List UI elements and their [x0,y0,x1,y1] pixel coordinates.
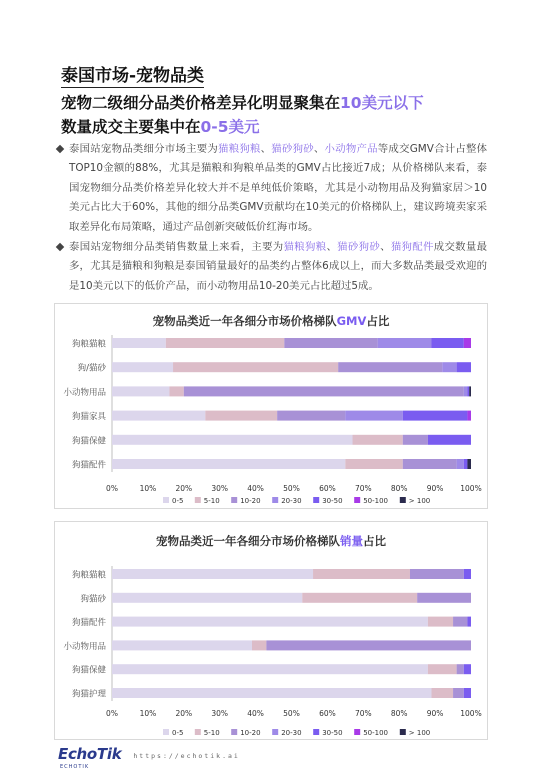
legend-label: 30-50 [322,729,343,737]
x-tick-label: 80% [390,484,408,493]
legend-swatch [231,497,237,503]
bar-segment-20-30 [345,411,402,421]
bullet-sep: 、 [326,241,338,254]
bar-segment-30-50 [464,664,471,674]
x-tick-label: 30% [211,484,229,493]
bar-segment-10-20 [410,569,464,579]
legend-label: 20-30 [281,497,302,505]
legend-label: 5-10 [203,729,220,737]
section-subtitle [61,91,481,139]
footer-url[interactable]: https://echotik.ai [133,752,240,760]
category-label: 狗/猫砂 [77,363,106,374]
x-tick-label: 100% [460,484,482,493]
legend-label: 30-50 [322,497,343,505]
bar-segment-5-10 [169,386,183,396]
bar-segment-0-5 [112,362,173,372]
bar-segment-0-5 [112,386,169,396]
bar-segment-10-20 [457,664,464,674]
bullet-text: 等成交GMV合计占整体TOP10金额的88%，尤其是猫粮和狗粮单品类的GMV占比接近7成；从价格梯队来看，泰国宠物细分品类价格差异化较大并不是单纯低价策略，尤其是小动物用品及狗猫家居＞10美元占比大于60%，其他的细分品类GMV贡献均在10美元的价格梯队上，建议跨境卖家采取差异化布局策略，通过产品创新突破低价红海市场。 [69,143,488,233]
bar-segment-30-50 [432,338,464,348]
category-label: 狗猫砂 [80,594,106,605]
bar-segment-5-10 [166,338,284,348]
legend-swatch [272,729,278,735]
x-tick-label: 30% [211,709,229,718]
x-tick-label: 0% [106,484,118,493]
subtitle-text-1: 宠物二级细分品类价格差异化明显聚集在 [61,94,341,112]
bar-segment-5-10 [173,362,338,372]
legend-swatch [313,497,319,503]
x-tick-label: 50% [283,709,300,718]
bar-segment-5-10 [428,664,457,674]
bar-segment-10-20 [417,593,471,603]
bullet-text: 成交数量最多，尤其是猫粮和狗粮是泰国销量最好的品类约占整体6成以上，而大多数品类最受欢迎的是10美元以下的低价产品，而小动物用品10-20美元占比超过5成。 [69,241,488,292]
x-tick-label: 20% [175,709,193,718]
bullet-sep: 、 [313,143,325,155]
bar-segment-10-20 [284,338,377,348]
bar-segment-10-20 [453,617,467,627]
x-tick-label: 60% [319,709,336,718]
subtitle-text-2: 数量成交主要集中在 [61,118,201,136]
x-tick-label: 80% [390,709,408,718]
subtitle-highlight-2: 0-5美元 [200,118,260,136]
bar-segment-10-20 [403,459,457,469]
bar-segment-10-20 [277,411,345,421]
bar-segment-0-5 [112,435,353,445]
category-label: 狗粮猫粮 [71,339,106,350]
bar-segment-30-50 [428,435,471,445]
bar-segment-5-10 [345,459,402,469]
bar-segment-0-5 [112,664,428,674]
legend-swatch [313,729,319,735]
x-tick-label: 90% [426,484,444,493]
chart-title [156,534,386,548]
category-label: 狗猫配件 [71,618,106,629]
category-label: 狗猫家具 [71,412,106,423]
bar-segment-30-50 [467,386,469,396]
legend-label: 50-100 [363,497,388,505]
chart-title-text: 宠物品类近一年各细分市场价格梯队 [152,314,337,328]
x-tick-label: 50% [283,484,300,493]
legend-swatch [272,497,278,503]
legend-label: > 100 [408,729,431,737]
bar-segment-20-30 [457,459,464,469]
echotik-logo: EchoTik [58,745,122,763]
category-label: 小动物用品 [63,387,106,398]
bullet-text: 泰国站宠物细分品类销售数量上来看，主要为 [69,241,284,254]
bullet-highlight: 猫砂狗砂 [271,143,314,155]
chart-title-text: 宠物品类近一年各细分市场价格梯队 [156,534,340,548]
legend-label: 20-30 [281,729,302,737]
footer [58,745,240,770]
legend-label: 10-20 [240,497,261,505]
bar-segment-5-10 [353,435,403,445]
legend-swatch [354,729,360,735]
legend-label: > 100 [408,497,431,505]
legend-label: 5-10 [203,497,220,505]
bar-segment-5-10 [205,411,277,421]
bar-segment-20-30 [464,386,468,396]
x-tick-label: 10% [139,484,157,493]
x-tick-label: 100% [460,709,482,718]
bar-segment-30-50 [467,617,471,627]
bullet-highlight: 猫粮狗粮 [218,143,261,155]
legend-swatch [354,497,360,503]
legend-swatch [400,729,406,735]
bullet-list [57,140,487,296]
legend-swatch [195,497,201,503]
bar-segment-0-5 [112,593,302,603]
volume-price-tier-chart [55,522,487,739]
bullet-highlight: 猫砂狗砂 [337,241,381,254]
bar-segment-5-10 [302,593,417,603]
chart-title-highlight: 销量 [340,534,363,548]
section-heading: 泰国市场-宠物品类 [61,66,205,86]
legend-swatch [163,729,169,735]
bar-segment-0-5 [112,569,313,579]
x-tick-label: 0% [106,709,118,718]
bar-segment-5-10 [432,688,454,698]
bar-segment--100 [467,459,471,469]
legend-swatch [400,497,406,503]
legend-label: 0-5 [172,497,184,505]
bullet-text: 泰国站宠物品类细分市场主要为 [69,143,219,155]
legend-swatch [163,497,169,503]
bar-segment-50-100 [467,411,471,421]
bar-segment-50-100 [464,338,471,348]
bullet-sep: 、 [380,241,391,254]
legend-label: 10-20 [240,729,261,737]
category-label: 狗猫保健 [71,436,106,447]
bar-segment-0-5 [112,617,428,627]
bullet-sep: 、 [260,143,272,155]
bar-segment--100 [469,386,471,396]
logo-subtext: ECHOTIK [60,764,90,770]
bar-segment-10-20 [266,640,471,650]
gmv-price-tier-chart [55,304,487,508]
bar-segment-0-5 [112,411,205,421]
x-tick-label: 10% [139,709,157,718]
bar-segment-0-5 [112,688,432,698]
bar-segment-0-5 [112,338,166,348]
bar-segment-5-10 [428,617,453,627]
bar-segment-5-10 [252,640,266,650]
bar-segment-30-50 [403,411,468,421]
bar-segment-10-20 [453,688,464,698]
bar-segment-30-50 [464,688,471,698]
legend-swatch [231,729,237,735]
bullet-gmv [57,140,487,237]
legend-label: 50-100 [363,729,388,737]
x-tick-label: 70% [354,484,372,493]
bar-segment-30-50 [457,362,471,372]
chart-title-text: 占比 [363,534,386,548]
bar-segment-5-10 [313,569,410,579]
bullet-highlight: 猫粮狗粮 [283,241,327,254]
bullet-highlight: 猫狗配件 [390,241,434,254]
category-label: 狗猫配件 [71,460,106,471]
bar-segment-10-20 [184,386,464,396]
subtitle-highlight-1: 10美元以下 [340,94,424,112]
category-label: 狗粮猫粮 [71,570,106,581]
legend-swatch [195,729,201,735]
bar-segment-0-5 [112,459,345,469]
category-label: 狗猫护理 [71,689,106,700]
chart-title-highlight: GMV [336,314,367,328]
chart-title [153,314,390,328]
bar-segment-10-20 [403,435,428,445]
category-label: 狗猫保健 [71,665,106,676]
volume-chart-panel [54,521,488,740]
bar-segment-20-30 [442,362,456,372]
bullet-volume [57,238,487,296]
bar-segment-0-5 [112,640,252,650]
legend-label: 0-5 [172,729,184,737]
x-tick-label: 40% [247,709,264,718]
bar-segment-10-20 [338,362,442,372]
chart-title-text: 占比 [366,314,390,328]
gmv-chart-panel [54,303,488,509]
x-tick-label: 20% [175,484,193,493]
x-tick-label: 60% [319,484,336,493]
bar-segment-30-50 [464,569,471,579]
x-tick-label: 70% [354,709,372,718]
category-label: 小动物用品 [63,641,106,652]
bullet-highlight: 小动物产品 [324,143,378,155]
x-tick-label: 40% [247,484,264,493]
bar-segment-20-30 [378,338,432,348]
bar-segment-30-50 [464,459,468,469]
x-tick-label: 90% [426,709,444,718]
